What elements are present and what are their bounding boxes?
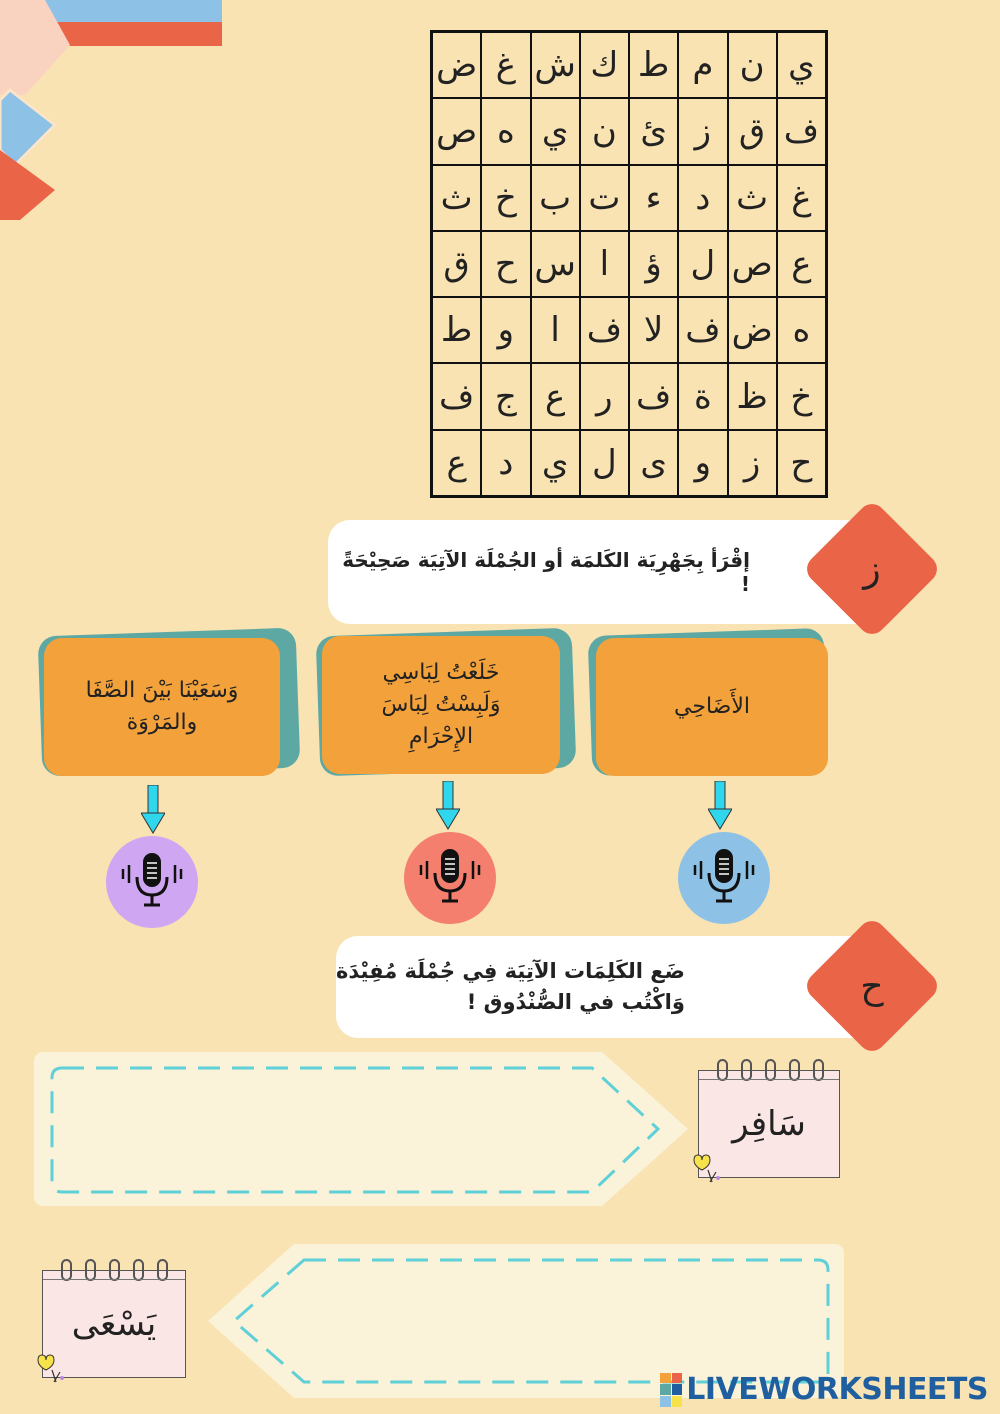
- down-arrow-icon: [708, 781, 732, 831]
- word-label-1: سَافِر: [732, 1104, 806, 1144]
- corner-decoration: [0, 0, 230, 230]
- grid-cell[interactable]: خ: [481, 165, 530, 231]
- grid-cell[interactable]: ل: [580, 430, 629, 496]
- word-search-grid: [430, 30, 828, 498]
- grid-cell[interactable]: ي: [531, 430, 580, 496]
- grid-cell[interactable]: ن: [580, 98, 629, 164]
- grid-cell[interactable]: ث: [432, 165, 481, 231]
- answer-input-2[interactable]: [314, 1272, 814, 1372]
- grid-cell[interactable]: ق: [728, 98, 777, 164]
- grid-cell[interactable]: ف: [678, 297, 727, 363]
- grid-cell[interactable]: ؤ: [629, 231, 678, 297]
- grid-cell[interactable]: د: [481, 430, 530, 496]
- grid-cell[interactable]: ب: [531, 165, 580, 231]
- grid-cell[interactable]: ز: [678, 98, 727, 164]
- grid-cell[interactable]: ش: [531, 32, 580, 98]
- grid-cell[interactable]: ف: [629, 363, 678, 429]
- grid-cell[interactable]: ق: [432, 231, 481, 297]
- grid-cell[interactable]: ه: [481, 98, 530, 164]
- down-arrow-icon: [436, 781, 460, 831]
- grid-cell[interactable]: ف: [580, 297, 629, 363]
- section-letter-h: ح: [860, 965, 884, 1007]
- logo-text: LIVEWORKSHEETS: [686, 1372, 988, 1407]
- grid-cell[interactable]: ت: [580, 165, 629, 231]
- record-button-2[interactable]: [404, 832, 496, 924]
- grid-cell[interactable]: غ: [481, 32, 530, 98]
- microphone-icon: [117, 847, 187, 917]
- grid-cell[interactable]: ر: [580, 363, 629, 429]
- grid-cell[interactable]: ه: [777, 297, 826, 363]
- answer-box-1: [32, 1050, 692, 1208]
- liveworksheets-logo: [660, 1372, 988, 1407]
- heart-doodle-icon: [30, 1352, 70, 1386]
- grid-cell[interactable]: ا: [531, 297, 580, 363]
- heart-doodle-icon: [686, 1152, 726, 1186]
- grid-cell[interactable]: غ: [777, 165, 826, 231]
- grid-cell[interactable]: ة: [678, 363, 727, 429]
- grid-cell[interactable]: م: [678, 32, 727, 98]
- grid-cell[interactable]: ض: [432, 32, 481, 98]
- grid-cell[interactable]: ض: [728, 297, 777, 363]
- instruction-text-h-line1: ضَع الكَلِمَات الآتِيَة فِي جُمْلَة مُفِيْدَة: [336, 958, 685, 983]
- down-arrow-icon: [141, 785, 165, 835]
- microphone-icon: [415, 843, 485, 913]
- word-label-2: يَسْعَى: [71, 1304, 157, 1344]
- logo-icon: [660, 1373, 682, 1407]
- grid-cell[interactable]: س: [531, 231, 580, 297]
- grid-cell[interactable]: ط: [432, 297, 481, 363]
- grid-cell[interactable]: ن: [728, 32, 777, 98]
- grid-cell[interactable]: ل: [678, 231, 727, 297]
- grid-cell[interactable]: و: [481, 297, 530, 363]
- microphone-icon: [689, 843, 759, 913]
- grid-cell[interactable]: ز: [728, 430, 777, 496]
- grid-cell[interactable]: ك: [580, 32, 629, 98]
- grid-cell[interactable]: ي: [777, 32, 826, 98]
- grid-cell[interactable]: ي: [531, 98, 580, 164]
- grid-cell[interactable]: ص: [432, 98, 481, 164]
- read-card-3: وَسَعَيْنَا بَيْنَ الصَّفَا والمَرْوَة: [44, 638, 280, 776]
- grid-cell[interactable]: ث: [728, 165, 777, 231]
- grid-cell[interactable]: ف: [432, 363, 481, 429]
- grid-cell[interactable]: ص: [728, 231, 777, 297]
- record-button-1[interactable]: [678, 832, 770, 924]
- grid-cell[interactable]: ا: [580, 231, 629, 297]
- grid-cell[interactable]: ط: [629, 32, 678, 98]
- grid-cell[interactable]: ظ: [728, 363, 777, 429]
- grid-cell[interactable]: ى: [629, 430, 678, 496]
- grid-cell[interactable]: و: [678, 430, 727, 496]
- grid-cell[interactable]: خ: [777, 363, 826, 429]
- grid-cell[interactable]: ح: [481, 231, 530, 297]
- grid-cell[interactable]: ج: [481, 363, 530, 429]
- section-letter-z: ز: [863, 548, 881, 590]
- grid-cell[interactable]: د: [678, 165, 727, 231]
- instruction-text-z: إقْرَأ بِجَهْرِيَة الكَلمَة أو الجُمْلَة الآتِيَة صَحِيْحَةً !: [342, 548, 750, 596]
- grid-cell[interactable]: لا: [629, 297, 678, 363]
- grid-cell[interactable]: ء: [629, 165, 678, 231]
- read-card-2: خَلَعْتُ لِبَاسِي وَلَبِسْتُ لِبَاسَ الإِحْرَامِ: [322, 636, 560, 774]
- grid-cell[interactable]: ع: [531, 363, 580, 429]
- grid-cell[interactable]: ع: [432, 430, 481, 496]
- instruction-text-h-line2: وَاكْتُب في الصُّنْدُوق !: [466, 990, 685, 1014]
- answer-input-1[interactable]: [72, 1080, 632, 1180]
- grid-cell[interactable]: ع: [777, 231, 826, 297]
- grid-cell[interactable]: ئ: [629, 98, 678, 164]
- grid-cell[interactable]: ح: [777, 430, 826, 496]
- grid-cell[interactable]: ف: [777, 98, 826, 164]
- read-card-1: الأَضَاحِي: [596, 638, 828, 776]
- record-button-3[interactable]: [106, 836, 198, 928]
